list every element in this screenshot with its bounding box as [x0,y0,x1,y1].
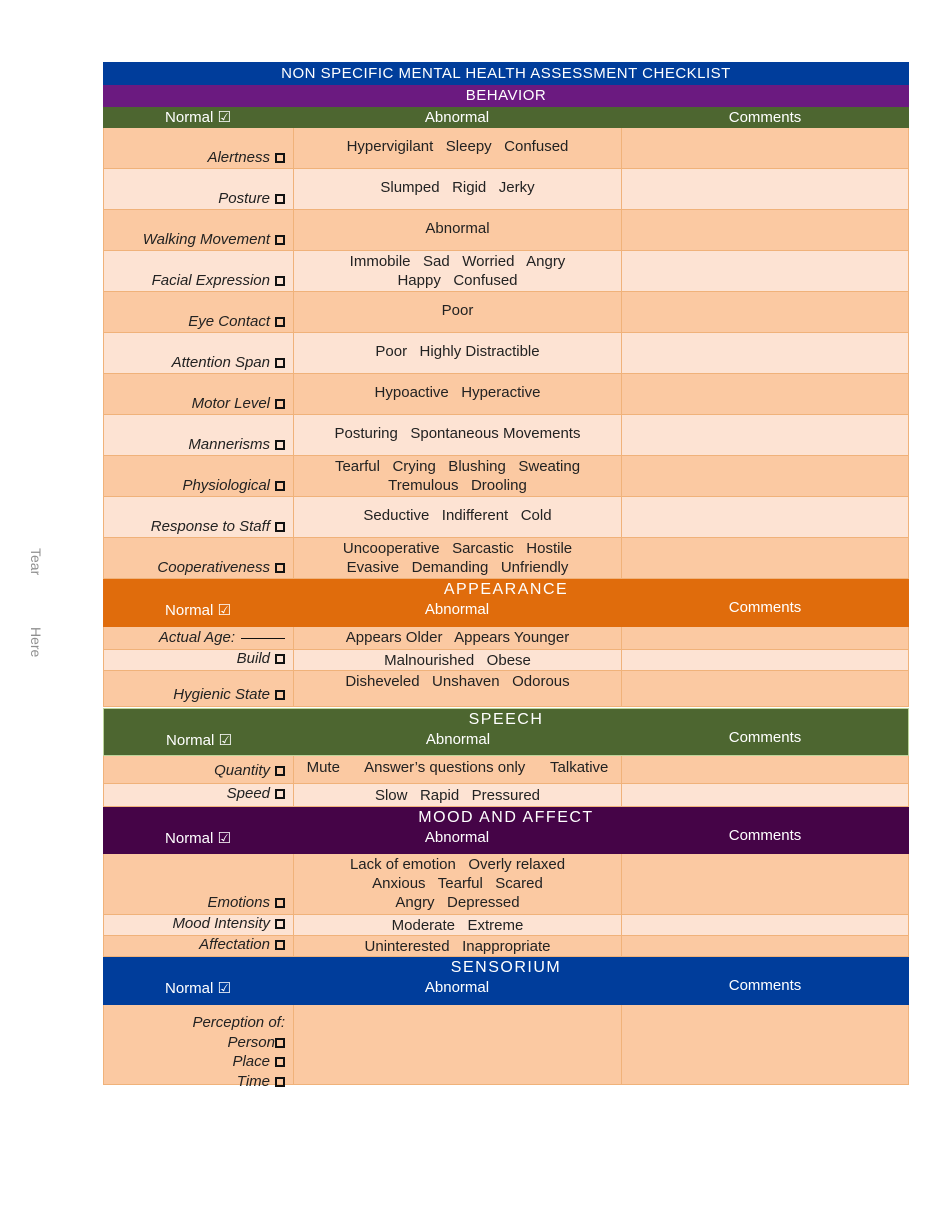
comments-cell[interactable] [622,169,908,209]
row-label-cell [104,333,294,373]
row-label-cell [104,784,294,806]
row-label-text: Motor Level [191,395,270,412]
row-label-text: Cooperativeness [157,559,270,576]
row-label-cell [104,210,294,250]
abnormal-header: Abnormal [424,829,490,846]
normal-checkbox[interactable] [275,481,285,491]
row-label-text: Quantity [214,762,270,779]
row-label-cell [104,292,294,332]
comments-cell[interactable] [622,374,908,414]
behavior-column-header [103,107,909,128]
abnormal-options-cell[interactable] [294,784,622,806]
behavior-row [103,497,909,538]
behavior-row [103,292,909,333]
row-label-text: Actual Age: [158,629,235,646]
abnormal-options-cell[interactable] [294,333,622,373]
mood-section-header [103,807,909,854]
perception-label-cell [104,1005,294,1090]
row-label-text: Speed [226,785,270,802]
abnormal-options-cell[interactable] [294,756,622,783]
row-label [188,313,285,331]
abnormal-options-cell[interactable] [294,251,622,291]
sensorium-row [103,1005,909,1090]
sensorium-comments-cell[interactable] [622,1005,908,1084]
speech-rows [103,756,909,807]
row-label-text: Eye Contact [188,313,270,330]
row-label-cell [104,169,294,209]
abnormal-options-cell[interactable] [294,210,622,250]
abnormal-option-line: Moderate Extreme [391,917,524,934]
row-label-text: Alertness [207,149,270,166]
abnormal-options-cell[interactable] [294,627,622,649]
behavior-row [103,128,909,169]
abnormal-options-cell[interactable] [294,538,622,578]
abnormal-option-line: Hypoactive Hyperactive [374,384,541,401]
row-label-text: Hygienic State [173,686,270,703]
comments-cell[interactable] [622,671,908,706]
row-label-cell [104,854,294,914]
normal-header: Normal ☑ [165,830,231,847]
abnormal-options-cell[interactable] [294,169,622,209]
row-label-text: Attention Span [171,354,270,371]
abnormal-option-line: Malnourished Obese [384,652,531,669]
abnormal-option-line: Immobile Sad Worried Angry [349,253,566,270]
normal-header: Normal ☑ [166,732,232,749]
row-label-text: Walking Movement [142,231,270,248]
row-label-cell [104,756,294,783]
comments-cell[interactable] [622,756,908,783]
perception-time [237,1072,285,1092]
comments-cell[interactable] [622,854,908,914]
behavior-row [103,538,909,579]
normal-checkbox[interactable] [275,153,285,163]
row-label-text: Physiological [182,477,270,494]
normal-checkbox[interactable] [275,399,285,409]
person-label: Person [227,1033,275,1051]
row-label-text: Response to Staff [150,518,270,535]
comments-cell[interactable] [622,456,908,496]
comments-cell[interactable] [622,251,908,291]
row-label [159,629,285,647]
row-label-text: Build [236,650,270,667]
abnormal-option-line: Anxious Tearful Scared [372,875,543,892]
row-label [151,518,285,536]
comments-cell[interactable] [622,497,908,537]
comments-header: Comments [728,599,802,616]
perception-place [232,1052,285,1072]
mood-title: MOOD AND AFFECT [418,809,594,826]
row-label-text: Posture [218,190,270,207]
abnormal-header: Abnormal [424,109,490,126]
appearance-row [103,627,909,650]
row-label [182,477,285,495]
normal-checkbox[interactable] [275,940,285,950]
row-label-cell [104,497,294,537]
behavior-row [103,374,909,415]
abnormal-option-line: Mute Answer’s questions only Talkative [306,759,609,776]
row-label [172,354,285,372]
row-label-cell [104,128,294,168]
abnormal-options-cell[interactable] [294,374,622,414]
here-word: Here [28,627,44,658]
abnormal-option-line: Posturing Spontaneous Movements [334,425,581,442]
row-label [192,395,285,413]
abnormal-option-line: Uninterested Inappropriate [364,938,551,955]
sensorium-section-header [103,957,909,1005]
row-label [152,272,285,290]
comments-cell[interactable] [622,292,908,332]
abnormal-option-line: Hypervigilant Sleepy Confused [346,138,569,155]
normal-checkbox[interactable] [275,690,285,700]
row-label [214,762,285,780]
comments-cell[interactable] [622,936,908,956]
perception-label: Perception of: [192,1014,285,1031]
comments-cell[interactable] [622,627,908,649]
comments-cell[interactable] [622,915,908,935]
abnormal-option-line: Poor Highly Distractible [375,343,540,360]
comments-cell[interactable] [622,650,908,670]
mood-row [103,854,909,915]
row-label-text: Mood Intensity [172,915,270,932]
normal-checkbox[interactable] [275,194,285,204]
behavior-row [103,210,909,251]
abnormal-option-line: Lack of emotion Overly relaxed [349,856,566,873]
row-label-text: Mannerisms [188,436,270,453]
row-label-cell [104,415,294,455]
behavior-row [103,251,909,292]
mood-rows [103,854,909,957]
row-label-cell [104,456,294,496]
row-label-text: Facial Expression [151,272,270,289]
normal-checkbox[interactable] [275,563,285,573]
abnormal-options-cell[interactable] [294,915,622,935]
comments-cell[interactable] [622,333,908,373]
normal-checkbox[interactable] [275,789,285,799]
abnormal-option-line: Angry Depressed [395,894,520,911]
abnormal-header: Abnormal [424,979,490,996]
appearance-row [103,671,909,707]
row-label [173,686,285,704]
appearance-rows [103,627,909,707]
row-label-cell [104,671,294,706]
normal-header: Normal ☑ [165,980,231,997]
abnormal-option-line: Tearful Crying Blushing Sweating [334,458,581,475]
sensorium-title: SENSORIUM [450,959,562,976]
normal-checkbox[interactable] [275,654,285,664]
comments-header: Comments [728,827,802,844]
comments-cell[interactable] [622,210,908,250]
appearance-section-header [103,579,909,627]
abnormal-options-cell[interactable] [294,854,622,914]
row-label [207,149,285,167]
form-title: NON SPECIFIC MENTAL HEALTH ASSESSMENT CHECKLIST [103,62,909,85]
normal-checkbox[interactable] [275,766,285,776]
comments-cell[interactable] [622,128,908,168]
place-label: Place [232,1053,270,1070]
row-label-cell [104,936,294,956]
normal-checkbox[interactable] [275,440,285,450]
age-blank[interactable] [241,638,285,639]
normal-header: Normal ☑ [165,109,231,126]
abnormal-option-line: Tremulous Drooling [388,477,527,494]
abnormal-options-cell[interactable] [294,671,622,706]
row-label-cell [104,915,294,935]
abnormal-option-line: Uncooperative Sarcastic Hostile [342,540,573,557]
comments-header: Comments [728,977,802,994]
normal-checkbox[interactable] [275,235,285,245]
assessment-checklist [103,62,909,1090]
abnormal-option-line: Appears Older Appears Younger [345,629,570,646]
abnormal-option-line: Poor [441,302,474,319]
normal-checkbox[interactable] [275,358,285,368]
abnormal-option-line: Disheveled Unshaven Odorous [345,673,570,690]
abnormal-options-cell[interactable] [294,497,622,537]
abnormal-option-line: Evasive Demanding Unfriendly [346,559,569,576]
comments-header: Comments [728,729,802,746]
sensorium-abnormal-cell[interactable] [294,1005,622,1084]
speech-row [103,784,909,807]
row-label-cell [104,650,294,670]
row-label [188,436,285,454]
abnormal-option-line: Seductive Indifferent Cold [363,507,552,524]
comments-header: Comments [728,109,802,126]
row-label [237,650,285,668]
behavior-rows [103,128,909,579]
abnormal-options-cell[interactable] [294,650,622,670]
row-label-cell [104,627,294,649]
time-checkbox[interactable] [275,1077,285,1087]
behavior-row [103,456,909,497]
behavior-row [103,169,909,210]
normal-checkbox[interactable] [275,276,285,286]
abnormal-options-cell[interactable] [294,128,622,168]
perception-person [227,1033,285,1053]
row-label [227,785,285,803]
row-label-text: Affectation [199,936,270,953]
tear-word: Tear [28,548,44,576]
comments-cell[interactable] [622,538,908,578]
row-label [172,915,285,933]
speech-row [103,756,909,784]
comments-cell[interactable] [622,415,908,455]
mood-row [103,915,909,936]
speech-section-header [103,708,909,756]
row-label-cell [104,538,294,578]
tear-here-label [28,548,44,575]
appearance-title: APPEARANCE [443,581,569,598]
abnormal-option-line: Happy Confused [397,272,518,289]
abnormal-option-line: Slumped Rigid Jerky [380,179,535,196]
abnormal-options-cell[interactable] [294,456,622,496]
normal-checkbox[interactable] [275,317,285,327]
row-label [143,231,285,249]
tear-here-label-2 [28,627,44,657]
row-label-text: Emotions [207,894,270,911]
behavior-row [103,415,909,456]
normal-checkbox[interactable] [275,898,285,908]
behavior-row [103,333,909,374]
behavior-section-title: BEHAVIOR [103,85,909,107]
comments-cell[interactable] [622,784,908,806]
abnormal-header: Abnormal [424,601,490,618]
row-label [157,559,285,577]
time-label: Time [236,1072,270,1090]
abnormal-header: Abnormal [425,731,491,748]
abnormal-options-cell[interactable] [294,292,622,332]
row-label [207,894,285,912]
normal-checkbox[interactable] [275,522,285,532]
row-label [199,936,285,954]
abnormal-option-line: Slow Rapid Pressured [374,787,541,804]
appearance-row [103,650,909,671]
abnormal-option-line: Abnormal [425,220,490,237]
normal-checkbox[interactable] [275,919,285,929]
speech-title: SPEECH [468,711,544,728]
place-checkbox[interactable] [275,1057,285,1067]
person-checkbox[interactable] [275,1038,285,1048]
abnormal-options-cell[interactable] [294,936,622,956]
row-label [218,190,285,208]
normal-header: Normal ☑ [165,602,231,619]
abnormal-options-cell[interactable] [294,415,622,455]
mood-row [103,936,909,957]
row-label-cell [104,374,294,414]
row-label-cell [104,251,294,291]
